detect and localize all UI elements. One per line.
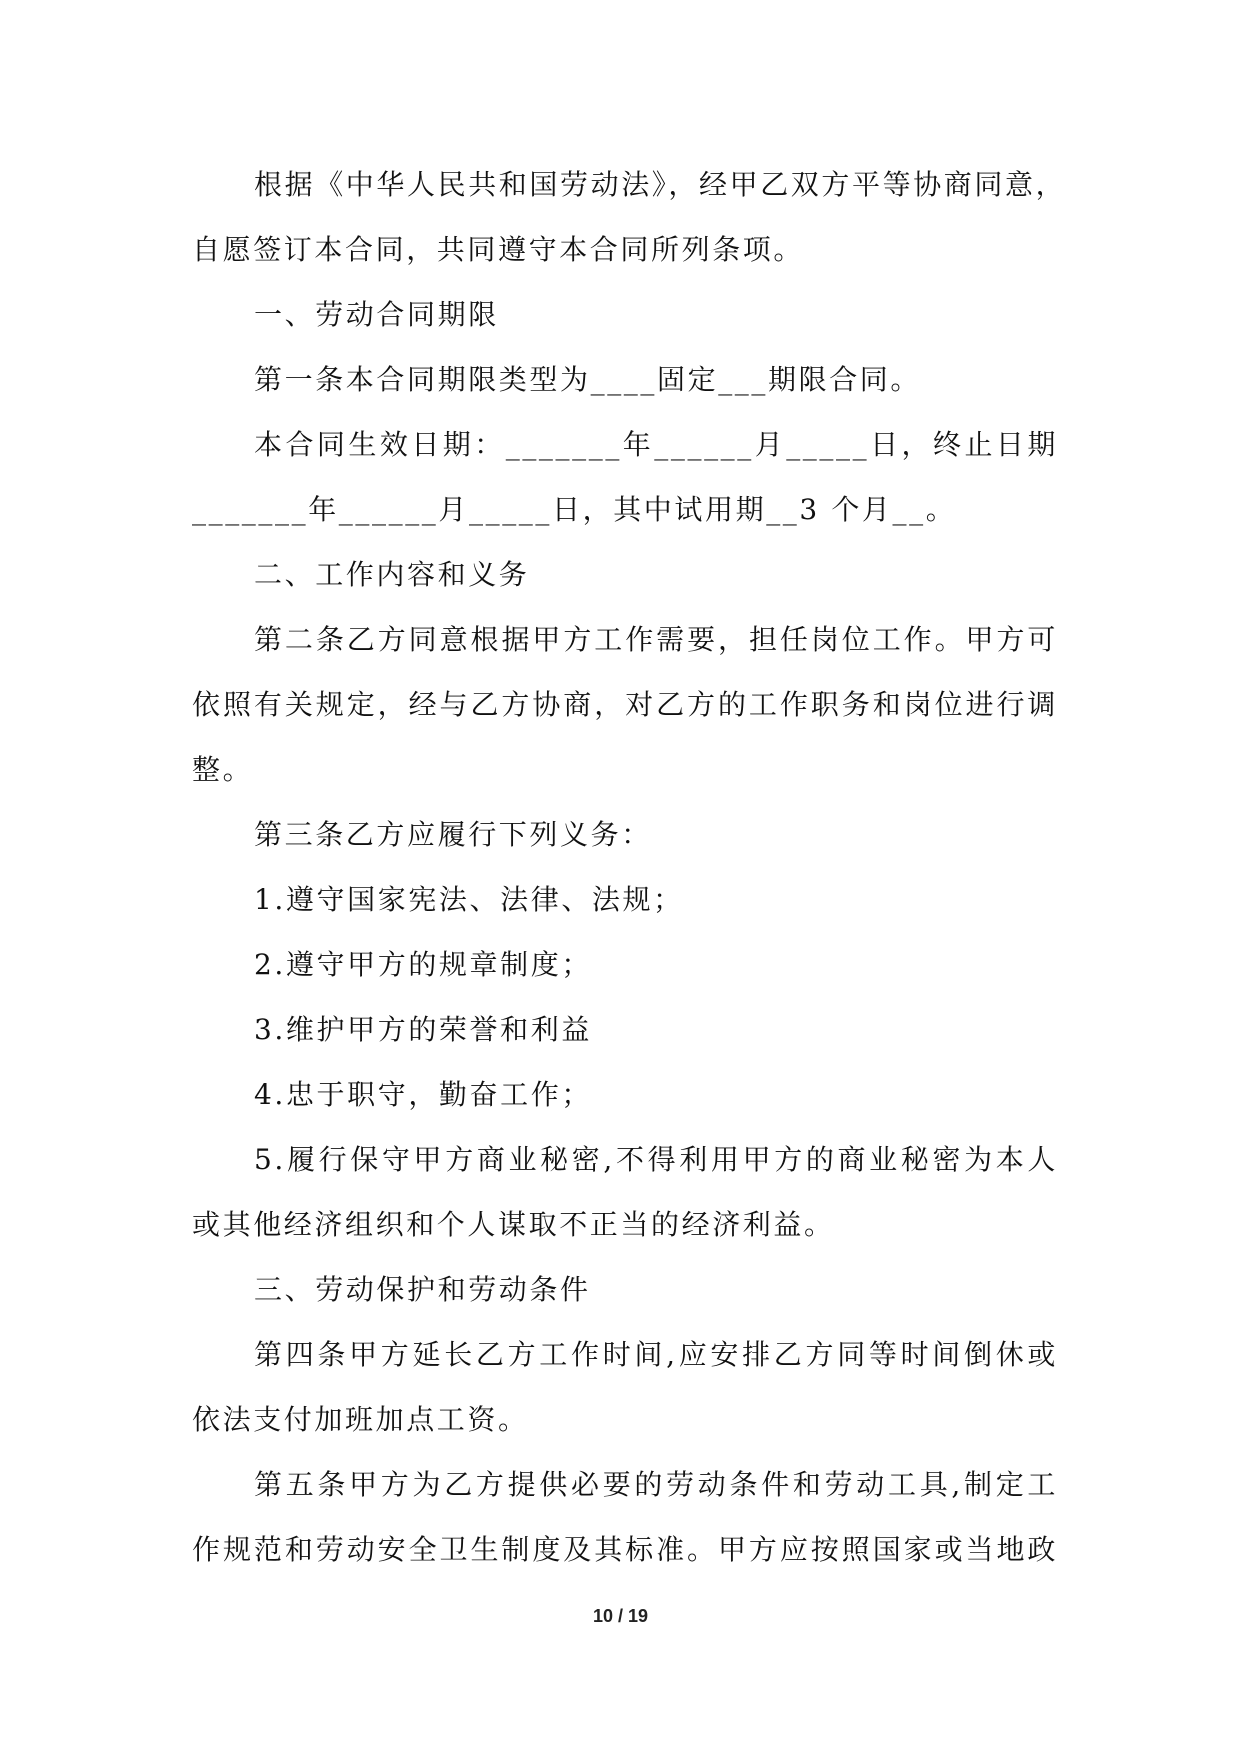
paragraph: [192, 802, 1058, 867]
section-heading: [192, 1257, 1058, 1322]
paragraph: [192, 1322, 1058, 1452]
list-item-text: 2.遵守甲方的规章制度；: [254, 948, 592, 981]
paragraph-line: 整。: [192, 753, 254, 786]
paragraph: [192, 1452, 1058, 1582]
list-item-text: 1.遵守国家宪法、法律、法规；: [254, 883, 684, 916]
paragraph-line: 自愿签订本合同，共同遵守本合同所列条项。: [192, 233, 805, 266]
paragraph-line: 第四条甲方延长乙方工作时间,应安排乙方同等时间倒休或: [254, 1338, 1058, 1371]
paragraph: [192, 607, 1058, 802]
list-item: [192, 867, 1058, 932]
paragraph-line: 第一条本合同期限类型为____固定___期限合同。: [254, 363, 922, 396]
paragraph-line: 第三条乙方应履行下列义务：: [254, 818, 652, 851]
paragraph: [192, 152, 1067, 282]
document-body: [192, 152, 1067, 1582]
paragraph: [192, 412, 1058, 542]
paragraph-line: 依法支付加班加点工资。: [192, 1403, 529, 1436]
paragraph-line: 根据《中华人民共和国劳动法》，经甲乙双方平等协商同意，: [254, 168, 1067, 201]
list-item: [192, 932, 1058, 997]
paragraph-line: _______年______月_____日，其中试用期__3 个月__。: [192, 493, 957, 526]
paragraph-line: 第五条甲方为乙方提供必要的劳动条件和劳动工具,制定工: [254, 1468, 1058, 1501]
paragraph: [192, 347, 1058, 412]
list-item: [192, 1062, 1058, 1127]
list-item: [192, 1127, 1058, 1257]
list-item-text: 或其他经济组织和个人谋取不正当的经济利益。: [192, 1208, 835, 1241]
paragraph-line: 依照有关规定，经与乙方协商，对乙方的工作职务和岗位进行调: [192, 688, 1058, 721]
section-heading: [192, 282, 1058, 347]
list-item-text: 3.维护甲方的荣誉和利益: [254, 1013, 592, 1046]
list-item-text: 4.忠于职守，勤奋工作；: [254, 1078, 592, 1111]
section-heading: [192, 542, 1058, 607]
list-item-text: 5.履行保守甲方商业秘密,不得利用甲方的商业秘密为本人: [254, 1143, 1058, 1176]
paragraph-line: 第二条乙方同意根据甲方工作需要，担任岗位工作。甲方可: [254, 623, 1058, 656]
page-number: 10 / 19: [592, 1606, 649, 1626]
section-heading-text: 三、劳动保护和劳动条件: [254, 1273, 591, 1306]
paragraph-line: 作规范和劳动安全卫生制度及其标准。甲方应按照国家或当地政: [192, 1533, 1058, 1566]
list-item: [192, 997, 1058, 1062]
section-heading-text: 一、劳动合同期限: [254, 298, 499, 331]
paragraph-line: 本合同生效日期：_______年______月_____日，终止日期: [254, 428, 1058, 461]
section-heading-text: 二、工作内容和义务: [254, 558, 530, 591]
